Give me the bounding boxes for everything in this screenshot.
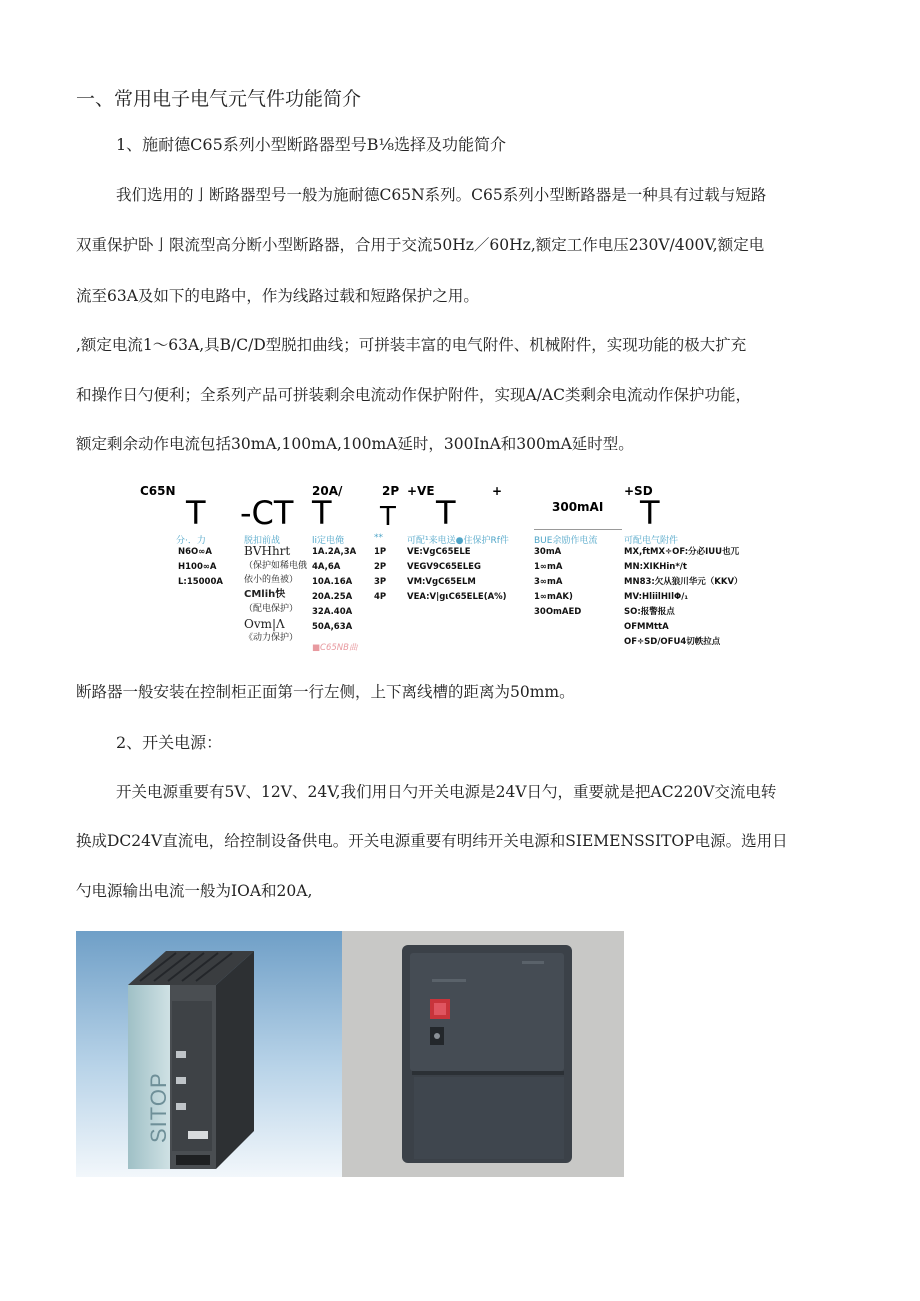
rated-current-list [312, 545, 356, 635]
sitop-photo [76, 931, 342, 1177]
poles-list [374, 545, 386, 605]
label-sd: +SD [624, 484, 653, 498]
glyph-ct: -CT [240, 494, 294, 532]
header-electrical-accessories: 可配电气附件 [624, 536, 679, 546]
header-residual-attachment: 可配¹来电送●住保护Rf件 [407, 536, 509, 546]
list-item: OF÷SD/OFU4切帙拉点 [624, 637, 721, 647]
section2-title: 2、开关电源： [116, 733, 223, 752]
power-module-photo [342, 931, 624, 1177]
list-item: 4P [374, 592, 387, 602]
section1-para2-line2: 和操作日勺便利；全系列产品可拼装剩余电流动作保护附件，实现A/AC类剩余电流动作保护功能， [76, 386, 751, 404]
list-item: 4A,6A [312, 562, 341, 572]
section1-title: 1、施耐德C65系列小型断路器型号B⅛选择及功能简介 [116, 135, 507, 154]
electrical-accessories-list [624, 545, 743, 650]
breaker-model-diagram [140, 480, 790, 660]
section1-para1-line1: 我们选用的亅断路器型号一般为施耐德C65N系列。C65系列小型断路器是一种具有过载与短路 [116, 186, 767, 204]
list-item: 《动力保护） [244, 633, 299, 643]
list-item: VM:VgC65ELM [407, 577, 476, 587]
residual-attachment-list [407, 545, 507, 605]
section1-para2-line1: ,额定电流1～63A,具B/C/D型脱扣曲线；可拼装丰富的电气附件、机械附件，实现功能的极大扩充 [76, 336, 747, 354]
list-item: 10A.16A [312, 577, 353, 587]
header-trip-curve: 脱扣前战 [244, 536, 281, 546]
residual-current-list [534, 545, 581, 620]
list-item: 1A.2A,3A [312, 547, 357, 557]
list-item: OFMMttA [624, 622, 669, 632]
section2-para-line2: 换成DC24V直流电，给控制设备供电。开关电源重要有明纬开关电源和SIEMENSSITOP电源。选用日 [76, 832, 788, 850]
header-breaking-capacity: 分·．力 [176, 536, 206, 546]
list-item: H100∞A [178, 562, 217, 572]
list-item: MN83:欠从狼川华元（KKV） [624, 577, 743, 587]
label-plus: + [492, 484, 503, 498]
list-item: 2P [374, 562, 387, 572]
list-item: BVHhrt [244, 544, 291, 558]
list-item: 1P [374, 547, 387, 557]
page-heading: 一、常用电子电气元气件功能简介 [76, 88, 362, 110]
list-item: VEGV9C65ELEG [407, 562, 481, 572]
list-item: 30mA [534, 547, 562, 557]
label-20a: 20A/ [312, 484, 343, 498]
section2-para-line3: 勺电源输出电流一般为IOA和20A, [76, 882, 313, 900]
list-item: 1∞mAK) [534, 592, 573, 602]
c65nb-note: ■C65NB曲 [312, 643, 358, 653]
list-item: L:15000A [178, 577, 223, 587]
list-item: 32A.40A [312, 607, 353, 617]
list-item: SO:报警报点 [624, 607, 675, 617]
glyph-t4: T [436, 494, 456, 532]
list-item: 3P [374, 577, 387, 587]
glyph-t1: T [186, 494, 206, 532]
list-item: 30OmAED [534, 607, 582, 617]
list-item: CMlih快 [244, 588, 286, 600]
label-2p: 2P [382, 484, 400, 498]
list-item: （保护如稀电俄 [244, 560, 308, 571]
list-item: N6O∞A [178, 547, 212, 557]
list-item: 1∞mA [534, 562, 563, 572]
list-item: MX,ftMX÷OF:分必IUU也兀 [624, 547, 740, 557]
list-item: 50A,63A [312, 622, 353, 632]
section2-para-line1: 开关电源重要有5V、12V、24V,我们用日勺开关电源是24V日勺，重要就是把AC220V交流电转 [116, 783, 777, 801]
section1-para1-line3: 流至63A及如下的电路中，作为线路过载和短路保护之用。 [76, 287, 479, 305]
list-item: MN:XIKHin*/t [624, 562, 687, 572]
list-item: （配电保护） [244, 604, 299, 614]
section1-para2-line3: 额定剩余动作电流包括30mA,100mA,100mA延时，300InA和300mA延时型。 [76, 435, 634, 453]
glyph-t3: T [380, 502, 396, 532]
list-item: 3∞mA [534, 577, 563, 587]
list-item: 20A.25A [312, 592, 353, 602]
trip-curve-list [244, 544, 307, 646]
header-rated-current: li定电俺 [312, 536, 345, 546]
glyph-t5: T [640, 494, 660, 532]
install-note: 断路器一般安装在控制柜正面第一行左侧，上下离线槽的距离为50mm。 [76, 683, 575, 701]
section1-para1-line2: 双重保护卧亅限流型高分断小型断路器，合用于交流50Hz／60Hz,额定工作电压230V/400V,额定电 [76, 236, 765, 254]
underline-300mai [534, 529, 622, 530]
label-ve: +VE [407, 484, 435, 498]
header-residual-current: BUE余励作电流 [534, 536, 598, 546]
list-item: MV:HliilHIlΦ/₁ [624, 592, 689, 602]
list-item: Ovm|Λ [244, 616, 285, 631]
label-c65n: C65N [140, 484, 176, 498]
header-poles: ** [374, 533, 383, 543]
sitop-label: SITOP [146, 1072, 171, 1143]
list-item: VE:VgC65ELE [407, 547, 471, 557]
glyph-t2: T [312, 494, 332, 532]
label-300mai: 300mAI [552, 500, 604, 514]
list-item: VEA:V|gιC65ELE(A%) [407, 592, 507, 602]
list-item: 依小的鱼被） [244, 575, 299, 585]
breaking-capacity-list [178, 545, 223, 590]
